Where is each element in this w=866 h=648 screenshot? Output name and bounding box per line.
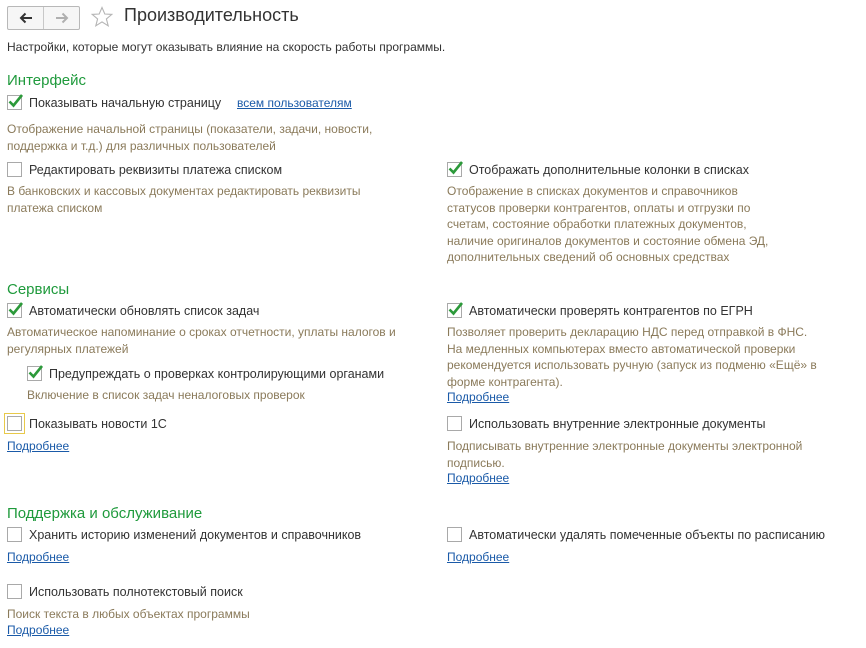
page-description: Настройки, которые могут оказывать влияние на скорость работы программы. — [7, 40, 446, 54]
task-list-label: Автоматически обновлять список задач — [29, 303, 260, 318]
auto-delete-option[interactable] — [447, 527, 825, 542]
egrn-checkbox[interactable] — [447, 303, 462, 318]
history-option[interactable] — [7, 527, 361, 542]
arrow-left-icon — [19, 12, 33, 24]
auto-delete-checkbox[interactable] — [447, 527, 462, 542]
internal-docs-more-link[interactable]: Подробнее — [447, 471, 510, 485]
start-page-checkbox[interactable] — [7, 95, 22, 110]
checkmark-icon — [7, 300, 24, 317]
start-page-label: Показывать начальную страницу — [29, 95, 222, 110]
news-option[interactable] — [7, 416, 167, 431]
section-title-interface: Интерфейс — [7, 72, 87, 89]
fulltext-label: Использовать полнотекстовый поиск — [29, 584, 243, 599]
payment-list-checkbox[interactable] — [7, 162, 22, 177]
inspections-label: Предупреждать о проверках контролирующими органами — [49, 366, 385, 381]
inspections-note: Включение в список задач неналоговых проверок — [27, 388, 305, 402]
internal-docs-checkbox[interactable] — [447, 416, 462, 431]
fulltext-more-link[interactable]: Подробнее — [7, 623, 70, 637]
payment-list-label: Редактировать реквизиты платежа списком — [29, 162, 283, 177]
news-more-link[interactable]: Подробнее — [7, 439, 70, 453]
start-page-option[interactable] — [7, 95, 221, 110]
task-list-checkbox[interactable] — [7, 303, 22, 318]
history-checkbox[interactable] — [7, 527, 22, 542]
arrow-right-icon — [55, 12, 69, 24]
checkmark-icon — [447, 300, 464, 317]
back-button[interactable] — [8, 7, 43, 29]
news-checkbox[interactable] — [7, 416, 22, 431]
fulltext-checkbox[interactable] — [7, 584, 22, 599]
internal-docs-option[interactable] — [447, 416, 765, 431]
internal-docs-note: Подписывать внутренние электронные документы электронной подписью. — [447, 439, 803, 470]
egrn-more-link[interactable]: Подробнее — [447, 390, 510, 404]
egrn-label: Автоматически проверять контрагентов по ЕГРН — [469, 303, 753, 318]
egrn-note: Позволяет проверить декларацию НДС перед отправкой в ФНС. На медленных компьютерах вместо автоматической проверки рекомендуется использовать ручную (запуск из подменю «Ещё» в форме контрагента). — [447, 325, 817, 389]
history-label: Хранить историю изменений документов и справочников — [29, 527, 362, 542]
history-more-link[interactable]: Подробнее — [7, 550, 70, 564]
checkmark-icon — [27, 363, 44, 380]
payment-list-option[interactable] — [7, 162, 282, 177]
extra-columns-label: Отображать дополнительные колонки в списках — [469, 162, 749, 177]
star-icon[interactable] — [90, 5, 114, 29]
start-page-note: Отображение начальной страницы (показатели, задачи, новости, поддержка и т.д.) для различных пользователей — [7, 122, 373, 153]
navigation-buttons — [7, 6, 80, 30]
fulltext-option[interactable] — [7, 584, 243, 599]
internal-docs-label: Использовать внутренние электронные документы — [469, 416, 766, 431]
inspections-option[interactable] — [27, 366, 384, 381]
task-list-note: Автоматическое напоминание о сроках отчетности, уплаты налогов и регулярных платежей — [7, 325, 396, 356]
auto-delete-more-link[interactable]: Подробнее — [447, 550, 510, 564]
checkmark-icon — [447, 159, 464, 176]
auto-delete-label: Автоматически удалять помеченные объекты по расписанию — [469, 527, 826, 542]
news-label: Показывать новости 1С — [29, 416, 167, 431]
extra-columns-checkbox[interactable] — [447, 162, 462, 177]
page-title: Производительность — [124, 5, 299, 25]
fulltext-note: Поиск текста в любых объектах программы — [7, 607, 250, 621]
egrn-option[interactable] — [447, 303, 753, 318]
forward-button[interactable] — [43, 7, 79, 29]
payment-list-note: В банковских и кассовых документах редактировать реквизиты платежа списком — [7, 184, 361, 215]
all-users-link[interactable]: всем пользователям — [237, 96, 352, 110]
inspections-checkbox[interactable] — [27, 366, 42, 381]
extra-columns-note: Отображение в списках документов и справочников статусов проверки контрагентов, оплаты и отгрузки по счетам, состояние обработки платежных документов, наличие оригиналов документов и состояние обмена ЭД, дополнительных сведений об основных средствах — [447, 184, 769, 264]
extra-columns-option[interactable] — [447, 162, 749, 177]
section-title-services: Сервисы — [7, 281, 70, 298]
task-list-option[interactable] — [7, 303, 259, 318]
section-title-support: Поддержка и обслуживание — [7, 505, 203, 522]
checkmark-icon — [7, 92, 24, 109]
